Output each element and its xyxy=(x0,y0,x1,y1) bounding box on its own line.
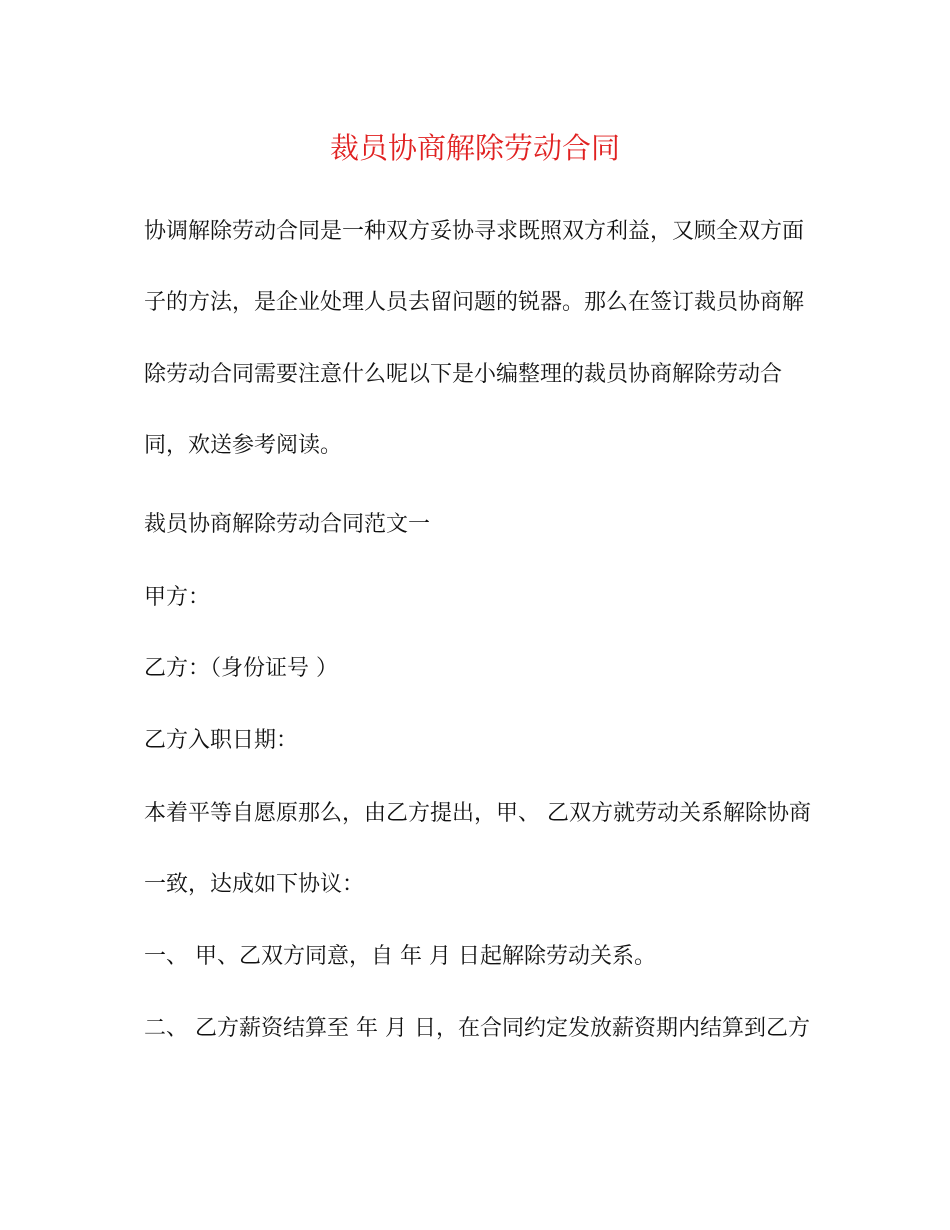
body-line-1: 协调解除劳动合同是一种双方妥协寻求既照双方利益，又顾全双方面 xyxy=(144,219,805,244)
body-line-9: 本着平等自愿原那么，由乙方提出，甲、 乙双方就劳动关系解除协商 xyxy=(144,801,811,826)
section-heading: 裁员协商解除劳动合同范文一 xyxy=(144,512,431,537)
body-line-10: 一致，达成如下协议： xyxy=(144,872,365,897)
body-line-2: 子的方法，是企业处理人员去留问题的锐器。那么在签订裁员协商解 xyxy=(144,290,805,315)
party-b-line: 乙方：（身份证号 ） xyxy=(144,656,338,681)
body-line-3: 除劳动合同需要注意什么呢以下是小编整理的裁员协商解除劳动合 xyxy=(144,362,783,387)
party-a-line: 甲方： xyxy=(144,585,211,610)
party-b-join-date-line: 乙方入职日期： xyxy=(144,728,299,753)
clause-2-line: 二、 乙方薪资结算至 年 月 日，在合同约定发放薪资期内结算到乙方 xyxy=(144,1016,810,1041)
clause-1-line: 一、 甲、乙双方同意，自 年 月 日起解除劳动关系。 xyxy=(144,944,656,969)
document-title: 裁员协商解除劳动合同 xyxy=(329,131,620,165)
body-line-4: 同，欢送参考阅读。 xyxy=(144,433,343,458)
